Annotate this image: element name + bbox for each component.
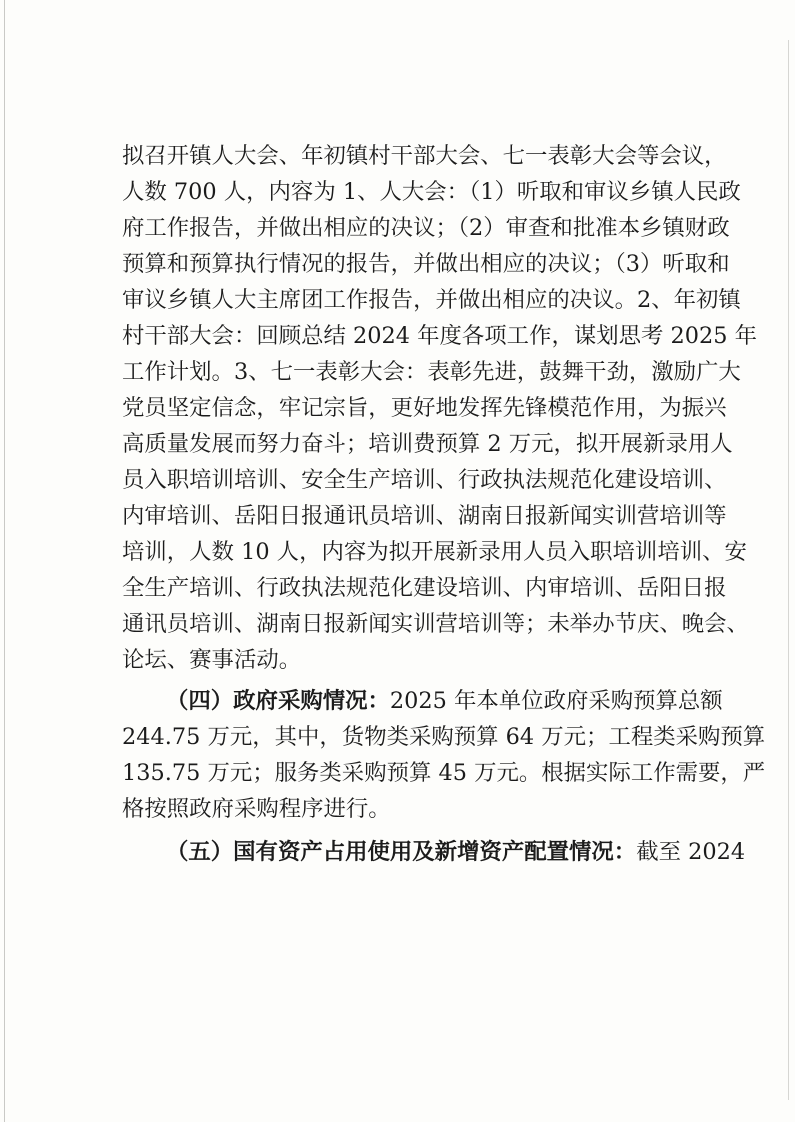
paragraph-line: 拟召开镇人大会、年初镇村干部大会、七一表彰大会等会议， [122,143,727,169]
paragraph-line: 培训，人数 10 人，内容为拟开展新录用人员入职培训培训、安 [122,539,747,565]
section-four-line: 135.75 万元；服务类采购预算 45 万元。根据实际工作需要，严 [122,760,766,786]
paragraph-line: 人数 700 人，内容为 1、人大会：（1）听取和审议乡镇人民政 [122,179,741,205]
paragraph-line: 工作计划。3、七一表彰大会：表彰先进，鼓舞干劲，激励广大 [122,359,741,385]
paragraph-line: 审议乡镇人大主席团工作报告，并做出相应的决议。2、年初镇 [122,287,741,313]
section-four-line: 244.75 万元，其中，货物类采购预算 64 万元；工程类采购预算 [122,724,766,750]
paragraph-line: 内审培训、岳阳日报通讯员培训、湖南日报新闻实训营培训等 [122,503,727,529]
paragraph-line: 府工作报告，并做出相应的决议；（2）审查和批准本乡镇财政 [122,215,730,241]
section-five-heading: （五）国有资产占用使用及新增资产配置情况： [166,839,637,865]
section-four-line: 格按照政府采购程序进行。 [122,796,391,822]
paragraph-line: 村干部大会：回顾总结 2024 年度各项工作，谋划思考 2025 年 [122,323,758,349]
paragraph-line: 通讯员培训、湖南日报新闻实训营培训等；未举办节庆、晚会、 [122,611,749,637]
section-four-first-line [166,683,723,719]
paragraph-line: 员入职培训培训、安全生产培训、行政执法规范化建设培训、 [122,467,727,493]
paragraph-line: 预算和预算执行情况的报告，并做出相应的决议；（3）听取和 [122,251,730,277]
section-five-first-line [166,834,746,870]
section-four-heading: （四）政府采购情况： [166,688,390,714]
paragraph-line: 论坛、赛事活动。 [122,647,302,673]
paragraph-line: 全生产培训、行政执法规范化建设培训、内审培训、岳阳日报 [122,575,727,601]
section-five-first-line-text: 截至 2024 [636,839,746,865]
section-four-first-line-text: 2025 年本单位政府采购预算总额 [389,688,723,714]
paragraph-line: 党员坚定信念，牢记宗旨，更好地发挥先锋模范作用，为振兴 [122,395,727,421]
paragraph-line: 高质量发展而努力奋斗；培训费预算 2 万元，拟开展新录用人 [122,431,733,457]
